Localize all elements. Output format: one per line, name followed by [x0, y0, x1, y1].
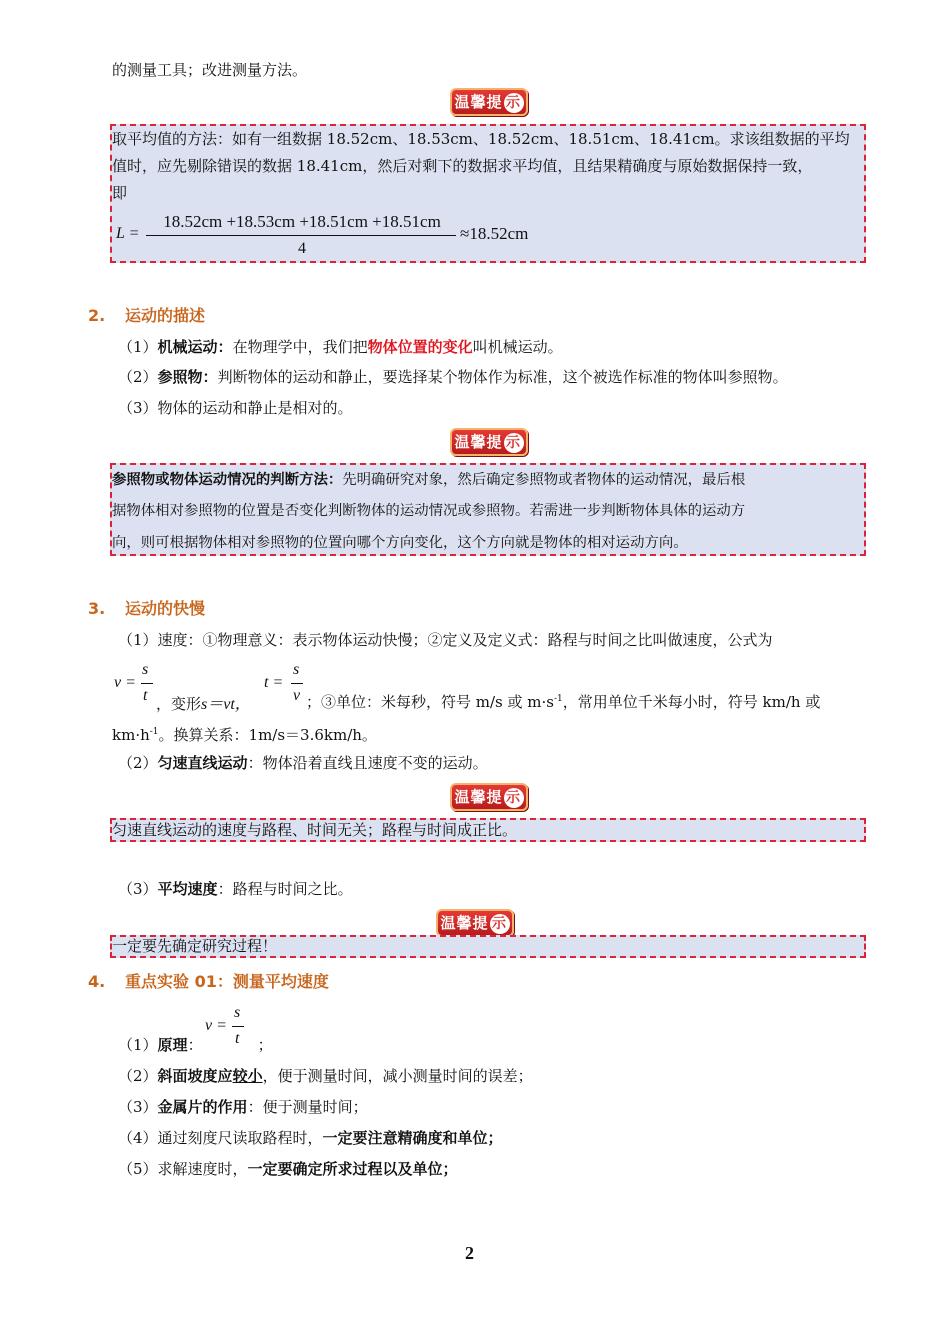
tip-box-average [110, 124, 866, 263]
formula-denominator: 4 [298, 240, 306, 257]
formula-numerator: s [234, 1004, 241, 1021]
emphasis: 一定要注意精确度和单位； [322, 1129, 503, 1147]
tip-box-process [110, 935, 866, 958]
tip-badge-circle: 示 [504, 93, 524, 113]
tip-text-line: 一定要先确定研究过程！ [112, 937, 278, 955]
formula-denominator: t [143, 687, 148, 704]
section-title: 运动的描述 [125, 306, 206, 325]
section-heading-2 [88, 303, 205, 326]
fraction-bar [141, 683, 153, 684]
formula-result: ≈18.52cm [460, 224, 529, 243]
paragraph-speed: （1）速度：①物理意义：表示物体运动快慢；②定义及定义式：路程与时间之比叫做速度，公式为 [118, 631, 773, 649]
paragraph-ruler: （4）通过刻度尺读取路程时，一定要注意精确度和单位； [118, 1129, 503, 1147]
tip-text-line: 参照物或物体运动情况的判断方法：先明确研究对象，然后确定参照物或者物体的运动情况，最后根 [112, 472, 746, 488]
formula-lhs: v = [205, 1017, 227, 1034]
term: 机械运动： [157, 338, 233, 356]
formula-numerator: s [142, 661, 149, 678]
formula-numerator: s [293, 661, 300, 678]
section-number: 2. [88, 306, 106, 325]
tip-text-line: 值时，应先剔除错误的数据 18.41cm，然后对剩下的数据求平均值，且结果精确度与原始数据保持一致， [112, 157, 813, 175]
paragraph-uniform-motion: （2）匀速直线运动：物体沿着直线且速度不变的运动。 [118, 754, 488, 772]
tip-badge: 温馨提 示 [436, 909, 514, 937]
section-heading-3: 3. 运动的快慢 [88, 599, 206, 618]
tip-text-line: 匀速直线运动的速度与路程、时间无关；路程与时间成正比。 [112, 821, 518, 839]
tip-text-line: 取平均值的方法：如有一组数据 18.52cm、18.53cm、18.52cm、18.51cm、18.41cm。求该组数据的平均 [112, 130, 850, 148]
term: 参照物： [157, 368, 218, 386]
paragraph-average-speed: （3）平均速度：路程与时间之比。 [118, 880, 353, 898]
tip-badge: 温馨提 示 [450, 428, 528, 456]
formula-lhs: t = [264, 674, 284, 691]
term: 原理 [157, 1036, 188, 1054]
term: 匀速直线运动 [157, 754, 248, 772]
formula-denominator: v [293, 687, 301, 704]
page-number: 2 [465, 1243, 474, 1263]
paragraph-relative-motion: （3）物体的运动和静止是相对的。 [118, 399, 353, 417]
tip-badge-label: 温馨提 [454, 93, 503, 111]
formula-numerator: 18.52cm +18.53cm +18.51cm +18.51cm [163, 212, 441, 231]
highlight-text: 物体位置的变化 [367, 338, 473, 356]
tip-box-uniform [110, 818, 866, 842]
term: 金属片的作用 [157, 1098, 248, 1116]
formula-lhs: L = [116, 225, 140, 242]
deform-text: ，变形s＝vt， [156, 695, 251, 713]
term: 参照物或物体运动情况的判断方法： [112, 472, 343, 488]
tip-badge [450, 88, 528, 116]
formula-lhs: v = [114, 674, 136, 691]
tip-badge: 温馨提 示 [450, 783, 528, 811]
emphasis: 一定要确定所求过程以及单位； [247, 1160, 458, 1178]
tip-text-line: 即 [112, 184, 128, 202]
paragraph-metal-sheet: （3）金属片的作用：便于测量时间； [118, 1098, 368, 1116]
term: 平均速度 [157, 880, 218, 898]
tip-text-line: 向，则可根据物体相对参照物的位置向哪个方向变化，这个方向就是物体的相对运动方向。 [112, 535, 688, 551]
section-heading-4: 4. 重点实验 01：测量平均速度 [88, 972, 329, 991]
underlined-term: 较小 [232, 1067, 263, 1085]
term: 斜面坡度应 [157, 1067, 233, 1085]
paragraph-solve-speed: （5）求解速度时，一定要确定所求过程以及单位； [118, 1160, 458, 1178]
paragraph-slope: （2）斜面坡度应较小，便于测量时间，减小测量时间的误差； [118, 1067, 533, 1085]
unit-conversion: $km\cdot h^{-1}$。换算关系：1m/s＝3.6km/h。 [112, 726, 377, 744]
fraction-bar [232, 1026, 244, 1027]
paragraph-reference-object: （2）参照物：判断物体的运动和静止，要选择某个物体作为标准，这个被选作标准的物体叫参照物。 [118, 368, 788, 386]
paragraph-principle: （1）原理： ； [118, 1036, 273, 1054]
continued-text: 的测量工具；改进测量方法。 [112, 61, 308, 79]
formula-denominator: t [235, 1030, 240, 1047]
paragraph-mechanical-motion: （1）机械运动：在物理学中，我们把物体位置的变化叫机械运动。 [118, 338, 563, 356]
fraction-bar [291, 683, 303, 684]
tip-text-line: 据物体相对参照物的位置是否变化判断物体的运动情况或参照物。若需进一步判断物体具体的运动方 [112, 503, 746, 519]
unit-text: ；③单位：米每秒，符号 m/s 或 $m\cdot s^{-1}$，常用单位千米每小时，符号 km/h 或 [306, 693, 821, 711]
fraction-bar [146, 235, 456, 236]
tip-box-reference-method [110, 463, 866, 556]
